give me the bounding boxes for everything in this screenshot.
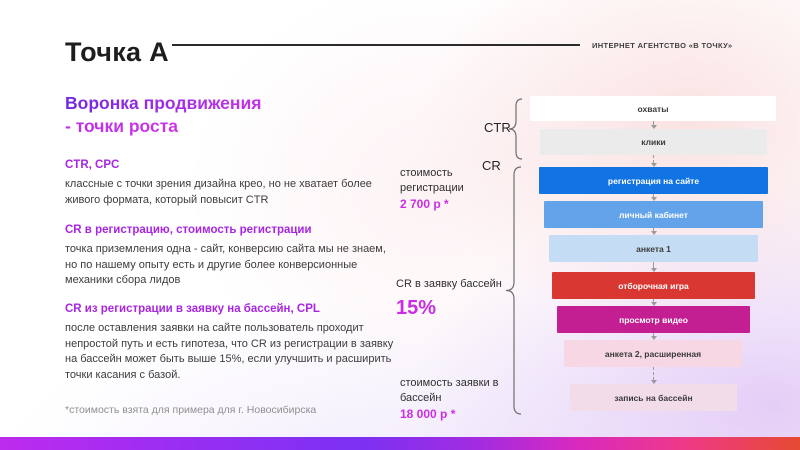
agency-name: ИНТЕРНЕТ АГЕНТСТВО «В ТОЧКУ» <box>592 41 733 50</box>
metric-cr-pool <box>396 277 556 321</box>
funnel-step-video-view: просмотр видео <box>557 306 750 333</box>
section-body: точка приземления одна - сайт, конверсию сайта мы не знаем, но по нашему опыту есть и другие более конверсионные механики сбора лидов <box>65 243 386 287</box>
ctr-brace <box>506 98 524 160</box>
funnel-arrow-down-icon <box>650 194 657 201</box>
header-divider-line <box>172 44 580 46</box>
funnel-arrow-down-icon <box>650 299 657 306</box>
metric-label: стоимость регистрации <box>400 167 464 194</box>
metric-label: CR в заявку бассейн <box>396 278 502 290</box>
section-title: CTR, CPC <box>65 159 120 171</box>
funnel-arrow-down-icon <box>650 228 657 235</box>
bottom-gradient-bar <box>0 437 800 450</box>
funnel-step-form-1: анкета 1 <box>549 235 758 262</box>
funnel-step-site-registration: регистрация на сайте <box>539 167 768 194</box>
funnel-arrow-down-icon <box>650 262 657 272</box>
funnel-arrow-down-icon <box>650 333 657 340</box>
heading-line-1: Воронка продвижения <box>65 92 261 115</box>
funnel-step-pool-signup: запись на бассейн <box>570 384 737 411</box>
cr-brace <box>503 166 523 415</box>
section-body: классные с точки зрения дизайна крео, но не хватает более живого формата, который повысит CTR <box>65 178 372 206</box>
metric-registration-cost <box>400 166 512 213</box>
footnote: *стоимость взята для примера для г. Новосибирска <box>65 404 317 416</box>
funnel-step-form-2-extended: анкета 2, расширенная <box>564 340 742 367</box>
funnel-step-reach: охваты <box>530 96 776 121</box>
slide-heading <box>65 92 261 138</box>
funnel-arrow-down-icon <box>650 155 657 167</box>
funnel-step-personal-account: личный кабинет <box>544 201 763 228</box>
section-cr-cpl <box>65 303 397 383</box>
section-title: CR в регистрацию, стоимость регистрации <box>65 224 312 236</box>
funnel-arrow-down-icon <box>650 367 657 384</box>
page-title: Точка А <box>65 37 169 67</box>
metric-value: 18 000 р * <box>400 407 456 422</box>
funnel-step-clicks: клики <box>540 129 767 155</box>
funnel-arrow-down-icon <box>650 121 657 129</box>
section-cr-registration <box>65 224 397 289</box>
cr-brace-label: CR <box>482 158 501 173</box>
ctr-brace-label: CTR <box>484 120 511 135</box>
metric-value: 2 700 р * <box>400 197 449 212</box>
metric-label: стоимость заявки в бассейн <box>400 377 499 404</box>
heading-line-2: - точки роста <box>65 115 261 138</box>
section-ctr-cpc <box>65 159 397 208</box>
metric-value: 15% <box>396 296 437 319</box>
metric-pool-request-cost <box>400 376 512 423</box>
section-body: после оставления заявки на сайте пользователь проходит непростой путь и есть гипотеза, что CR из регистрации в заявку на бассейн может быть выше 15%, если улучшить и расширить точки касания с базой. <box>65 322 394 381</box>
funnel-step-qualifying-game: отборочная игра <box>552 272 755 299</box>
section-title: CR из регистрации в заявку на бассейн, CPL <box>65 303 320 315</box>
